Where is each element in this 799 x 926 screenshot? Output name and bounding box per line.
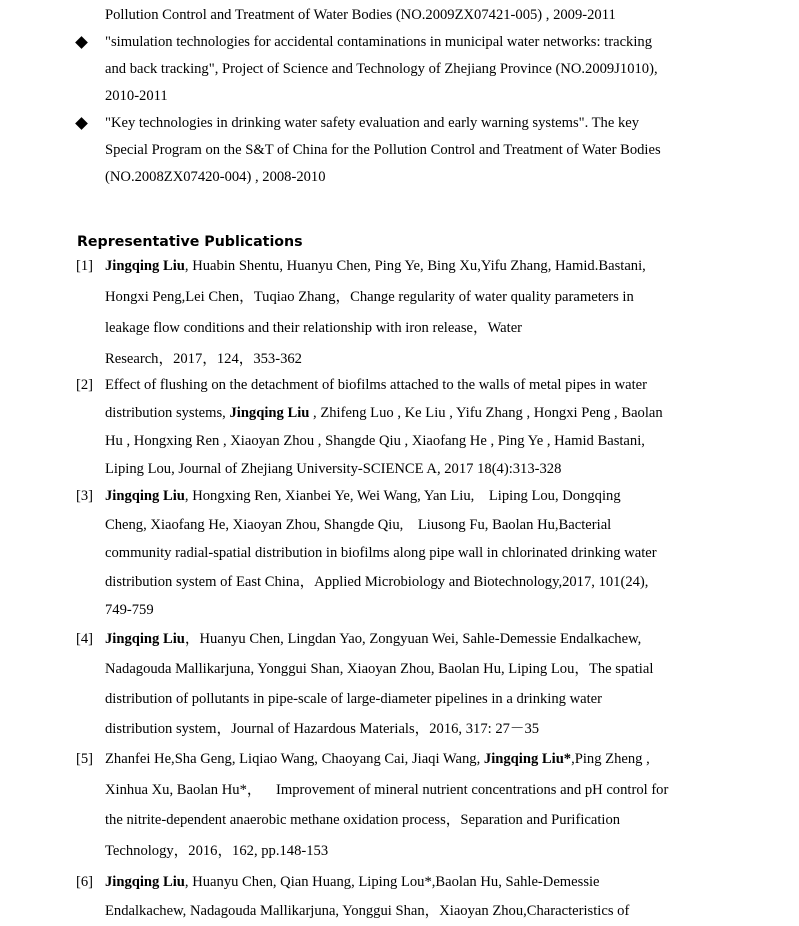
project-line: and back tracking", Project of Science and Technology of Zhejiang Province (NO.2009J1010), (105, 61, 658, 77)
publication-line: distribution system，Journal of Hazardous Materials，2016, 317: 27－35 (105, 721, 540, 737)
section-heading: Representative Publications (77, 234, 303, 250)
publication-line: community radial-spatial distribution in biofilms along pipe wall in chlorinated drinking water (105, 545, 657, 561)
publication-number: [2] (76, 377, 94, 393)
publication-line: Jingqing Liu，Huanyu Chen, Lingdan Yao, Zongyuan Wei, Sahle-Demessie Endalkachew, (105, 631, 642, 647)
publication-line: Hu , Hongxing Ren , Xiaoyan Zhou , Shangde Qiu , Xiaofang He , Ping Ye , Hamid Bastani, (105, 433, 645, 449)
publication-number: [1] (76, 258, 94, 274)
publication-line: Xinhua Xu, Baolan Hu*， Improvement of mineral nutrient concentrations and pH control for (105, 781, 669, 798)
publication-number: [6] (76, 874, 94, 890)
project-item (0, 110, 799, 191)
publication-line: Jingqing Liu, Huanyu Chen, Qian Huang, Liping Lou*,Baolan Hu, Sahle-Demessie (105, 874, 600, 890)
publication-number: [3] (76, 488, 94, 504)
author-bold: Jingqing Liu (105, 874, 185, 890)
project-line: Special Program on the S&T of China for the Pollution Control and Treatment of Water Bodies (105, 142, 661, 158)
publication-line: Jingqing Liu, Hongxing Ren, Xianbei Ye, Wei Wang, Yan Liu, Liping Lou, Dongqing (105, 488, 621, 504)
publication-line: distribution of pollutants in pipe-scale of large-diameter pipelines in a drinking water (105, 691, 602, 707)
publication-line: distribution systems, Jingqing Liu , Zhifeng Luo , Ke Liu , Yifu Zhang , Hongxi Peng , Baolan (105, 405, 663, 421)
publication-line: Research，2017，124，353-362 (105, 351, 302, 367)
publication-line: Jingqing Liu, Huabin Shentu, Huanyu Chen, Ping Ye, Bing Xu,Yifu Zhang, Hamid.Bastani, (105, 258, 646, 274)
publication-line: Technology，2016，162, pp.148-153 (105, 842, 329, 859)
publication-line: Effect of flushing on the detachment of biofilms attached to the walls of metal pipes in water (105, 377, 647, 393)
publication-number: [4] (76, 631, 94, 647)
author-bold: Jingqing Liu (229, 405, 310, 421)
author-bold: Jingqing Liu (105, 258, 185, 274)
publication-line: leakage flow conditions and their relationship with iron release，Water (105, 320, 523, 336)
publication-line: the nitrite-dependent anaerobic methane oxidation process，Separation and Purification (105, 812, 621, 828)
project-line: (NO.2008ZX07420-004) , 2008-2010 (105, 169, 326, 185)
project-line: 2010-2011 (105, 88, 168, 104)
diamond-bullet-icon (75, 117, 88, 130)
publication-line: Liping Lou, Journal of Zhejiang University-SCIENCE A, 2017 18(4):313-328 (105, 461, 562, 477)
publication-number: [5] (76, 751, 94, 767)
publication-line: Endalkachew, Nadagouda Mallikarjuna, Yonggui Shan，Xiaoyan Zhou,Characteristics of (105, 903, 630, 919)
diamond-bullet-icon (75, 36, 88, 49)
project-list (0, 29, 799, 191)
author-bold: Jingqing Liu* (483, 751, 572, 767)
publication-line: Cheng, Xiaofang He, Xiaoyan Zhou, Shangde Qiu, Liusong Fu, Baolan Hu,Bacterial (105, 516, 612, 533)
publication-line: Nadagouda Mallikarjuna, Yonggui Shan, Xiaoyan Zhou, Baolan Hu, Liping Lou，The spatial (105, 661, 654, 677)
author-bold: Jingqing Liu (105, 488, 185, 504)
project-line: "simulation technologies for accidental contaminations in municipal water networks: tracking (105, 34, 652, 50)
publication-line: Zhanfei He,Sha Geng, Liqiao Wang, Chaoyang Cai, Jiaqi Wang, Jingqing Liu*,Ping Zheng , (105, 751, 650, 767)
project-line: "Key technologies in drinking water safety evaluation and early warning systems". The key (105, 115, 640, 131)
project-continuation-line: Pollution Control and Treatment of Water Bodies (NO.2009ZX07421-005) , 2009-2011 (105, 7, 616, 23)
publication-line: 749-759 (105, 602, 154, 618)
publication-line: Hongxi Peng,Lei Chen，Tuqiao Zhang，Change regularity of water quality parameters in (105, 289, 634, 305)
author-bold: Jingqing Liu (105, 631, 185, 647)
publication-line: distribution system of East China，Applied Microbiology and Biotechnology,2017, 101(24), (105, 573, 649, 590)
project-item (0, 29, 799, 110)
